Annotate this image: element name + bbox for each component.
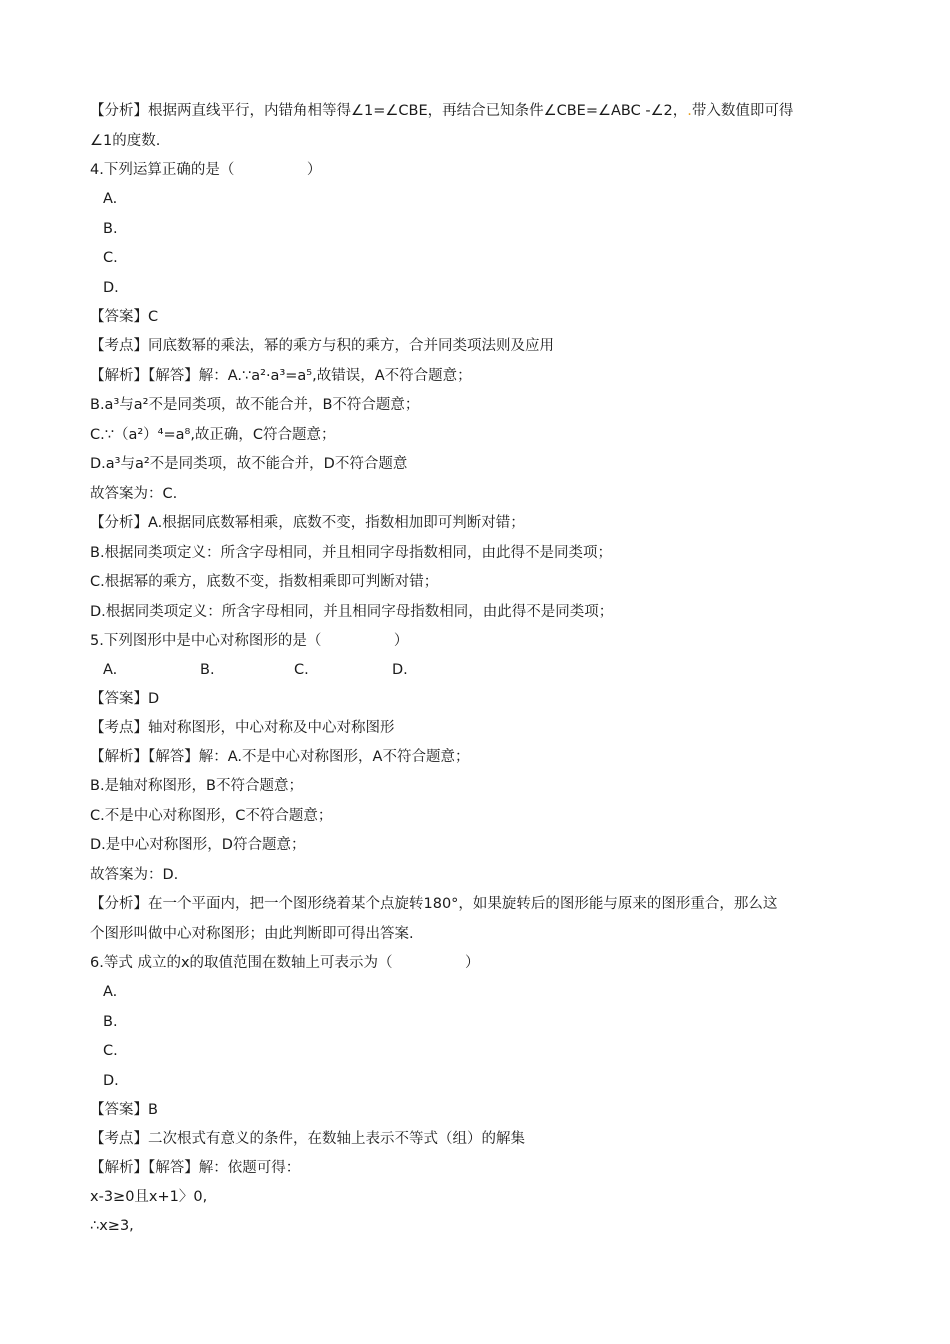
q4-option-b: B.: [103, 221, 118, 237]
q4-analysis-c: C.根据幂的乘方，底数不变，指数相乘即可判断对错；: [90, 574, 439, 590]
q5-analysis-line1: 【分析】在一个平面内，把一个图形绕着某个点旋转180°，如果旋转后的图形能与原来的图形重合，那么这: [90, 896, 778, 912]
q6-solution-condition: x-3≥0且x+1〉0,: [90, 1189, 208, 1205]
q4-answer: 【答案】C: [90, 309, 159, 325]
analysis-q3-line2: ∠1的度数.: [90, 133, 161, 149]
q5-solution-b: B.是轴对称图形，B不符合题意；: [90, 778, 304, 794]
q5-options: [103, 660, 880, 680]
q6-option-d: D.: [103, 1073, 119, 1089]
q4-analysis-a: 【分析】A.根据同底数幂相乘，底数不变，指数相加即可判断对错；: [90, 515, 525, 531]
q5-answer: 【答案】D: [90, 691, 160, 707]
question-6: 6.等式 成立的x的取值范围在数轴上可表示为（ ）: [90, 955, 480, 971]
q5-topic: 【考点】轴对称图形，中心对称及中心对称图形: [90, 720, 395, 736]
q5-option-b: B.: [200, 662, 215, 678]
q4-solution-b: B.a³与a²不是同类项，故不能合并，B不符合题意；: [90, 397, 420, 413]
q4-option-c: C.: [103, 250, 118, 266]
q4-analysis-d: D.根据同类项定义：所含字母相同，并且相同字母指数相同，由此得不是同类项；: [90, 604, 614, 620]
q6-solution-result: ∴x≥3,: [90, 1218, 134, 1234]
q6-answer: 【答案】B: [90, 1102, 158, 1118]
q4-solution-c: C.∵（a²）⁴=a⁸,故正确，C符合题意；: [90, 427, 336, 443]
q4-solution-d: D.a³与a²不是同类项，故不能合并，D不符合题意: [90, 456, 408, 472]
mark-dot: .: [687, 103, 692, 119]
q4-option-a: A.: [103, 191, 118, 207]
analysis-text: 【分析】根据两直线平行，内错角相等得∠1=∠CBE，再结合已知条件∠CBE=∠ABC -∠2，: [90, 103, 688, 119]
q5-analysis-line2: 个图形叫做中心对称图形；由此判断即可得出答案.: [90, 926, 414, 942]
q4-conclusion: 故答案为：C.: [90, 486, 178, 502]
q5-conclusion: 故答案为：D.: [90, 867, 179, 883]
q5-solution-c: C.不是中心对称图形，C不符合题意；: [90, 808, 333, 824]
q4-topic: 【考点】同底数幂的乘法，幂的乘方与积的乘方，合并同类项法则及应用: [90, 338, 554, 354]
q4-option-d: D.: [103, 280, 119, 296]
q5-option-c: C.: [294, 662, 309, 678]
q6-option-a: A.: [103, 984, 118, 1000]
q6-option-c: C.: [103, 1043, 118, 1059]
q6-solution-intro: 【解析】【解答】解：依题可得：: [90, 1160, 301, 1176]
q6-topic: 【考点】二次根式有意义的条件，在数轴上表示不等式（组）的解集: [90, 1131, 525, 1147]
q6-option-b: B.: [103, 1014, 118, 1030]
analysis-text-cont: 带入数值即可得: [691, 103, 794, 119]
question-5: 5.下列图形中是中心对称图形的是（ ）: [90, 633, 409, 649]
q5-solution-d: D.是中心对称图形，D符合题意；: [90, 837, 306, 853]
q4-solution-a: 【解析】【解答】解：A.∵a²·a³=a⁵,故错误，A不符合题意；: [90, 368, 472, 384]
analysis-q3-line1: [90, 101, 880, 121]
q4-analysis-b: B.根据同类项定义：所含字母相同，并且相同字母指数相同，由此得不是同类项；: [90, 545, 613, 561]
question-4: 4.下列运算正确的是（ ）: [90, 162, 322, 178]
q5-option-a: A.: [103, 662, 118, 678]
q5-solution-a: 【解析】【解答】解：A.不是中心对称图形，A不符合题意；: [90, 749, 470, 765]
q5-option-d: D.: [392, 662, 408, 678]
